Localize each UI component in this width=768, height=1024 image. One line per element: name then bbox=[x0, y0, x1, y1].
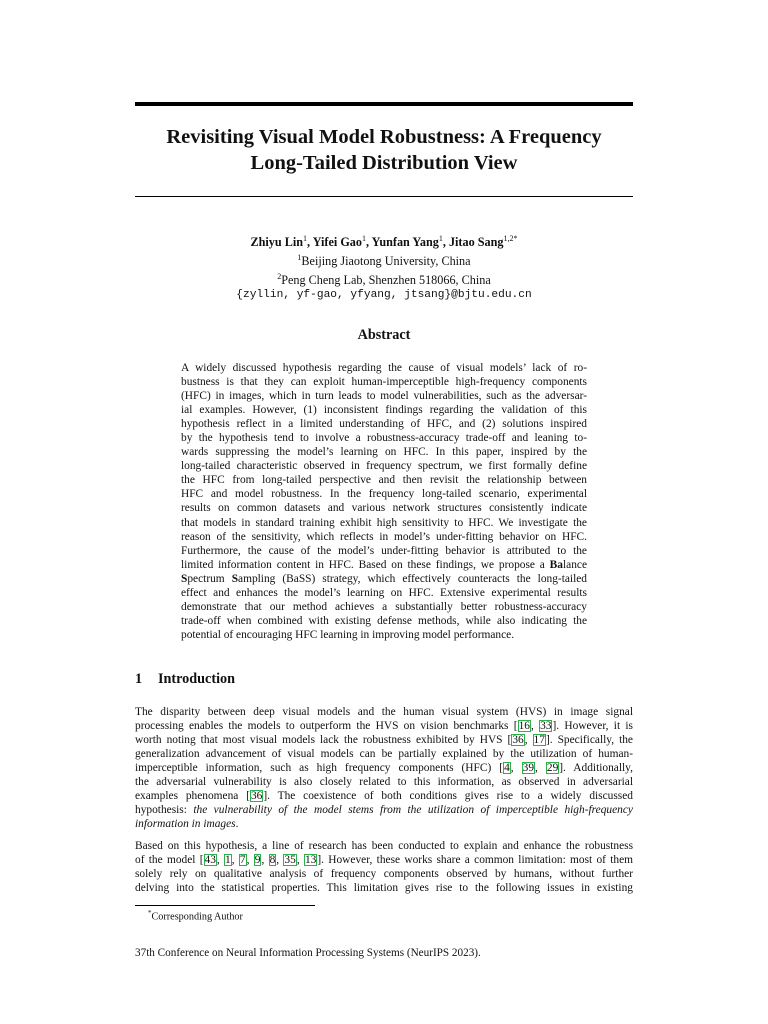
citation-link[interactable]: 35 bbox=[284, 854, 296, 867]
method-acronym-bold: Ba bbox=[549, 558, 563, 571]
venue-footer: 37th Conference on Neural Information Processing Systems (NeurIPS 2023). bbox=[135, 947, 481, 959]
line-text: ]. Specifically, the bbox=[545, 734, 633, 747]
citation-link[interactable]: 1 bbox=[225, 854, 231, 867]
abstract-line-text: limited information content in HFC. Based on these findings, we propose a bbox=[181, 558, 550, 571]
abstract-line: by the hypothesis tend to involve a robustness-accuracy trade-off and leaning to- bbox=[181, 432, 587, 445]
line-text: ]. Additionally, bbox=[559, 762, 633, 775]
author-separator: , bbox=[366, 235, 372, 250]
line-text: . bbox=[235, 818, 239, 831]
citation-separator: , bbox=[276, 854, 284, 867]
paragraph-line: The disparity between deep visual models and the human visual system (HVS) in image signal bbox=[135, 706, 633, 718]
abstract-line: potential of encouraging HFC learning in improving model performance. bbox=[181, 628, 515, 641]
citation-link[interactable]: 29 bbox=[546, 762, 559, 775]
corresponding-mark: * bbox=[513, 234, 518, 243]
citation-separator: , bbox=[246, 854, 254, 867]
citation-separator: , bbox=[530, 720, 540, 733]
abstract-line-text: ampling (BaSS) strategy, which effectively counteracts the long-tailed bbox=[238, 572, 587, 585]
section-number: 1 bbox=[135, 671, 143, 687]
paragraph-line bbox=[135, 817, 633, 831]
citation-link[interactable]: 36 bbox=[250, 790, 263, 803]
line-text: hypothesis: bbox=[135, 804, 194, 817]
author-separator: , bbox=[307, 235, 313, 250]
citation-link[interactable]: 16 bbox=[518, 720, 530, 733]
citation-link[interactable]: 9 bbox=[254, 854, 261, 867]
abstract-line: HFC and model robustness. In the frequency long-tailed scenario, experimental bbox=[181, 488, 587, 501]
author-2-affil: 1 bbox=[362, 234, 366, 243]
abstract-line: ial examples. However, (1) inconsistent findings regarding the validation of this bbox=[181, 404, 587, 417]
hypothesis-italic: the vulnerability of the model stems from the utilization of imperceptible high-frequency bbox=[193, 804, 633, 817]
author-4-affil-nums: 1,2 bbox=[503, 234, 514, 243]
author-3-affil: 1 bbox=[438, 234, 443, 243]
author-separator: , bbox=[442, 235, 449, 250]
footnote bbox=[148, 907, 243, 923]
abstract-line bbox=[181, 572, 587, 586]
title-top-rule bbox=[135, 102, 633, 106]
author-2: Yifei Gao bbox=[312, 235, 362, 250]
citation-separator: , bbox=[261, 854, 269, 867]
footnote-mark: * bbox=[148, 909, 152, 917]
abstract-line bbox=[181, 558, 587, 572]
abstract-line: reason of the sensitivity, which reflects in model’s under-fitting behavior on HFC. bbox=[181, 530, 587, 543]
citation-link[interactable]: 17 bbox=[533, 734, 545, 747]
abstract-line: A widely discussed hypothesis regarding the cause of visual models’ lack of ro- bbox=[181, 362, 587, 374]
abstract-line-text: pectrum bbox=[187, 572, 232, 585]
section-title: Introduction bbox=[158, 671, 235, 687]
citation-link[interactable]: 43 bbox=[204, 854, 216, 867]
paragraph-line: delving into the statistical properties. This limitation gives rise to the following issues in existing bbox=[135, 882, 633, 895]
intro-paragraph-2 bbox=[135, 839, 633, 895]
citation-link[interactable]: 36 bbox=[512, 734, 524, 747]
footnote-text: Corresponding Author bbox=[151, 911, 243, 923]
affiliation-1-text: Beijing Jiaotong University, China bbox=[301, 254, 471, 269]
abstract-line: the HFC from long-tailed perspective and then revisit the relationship between bbox=[181, 474, 587, 487]
citation-link[interactable]: 39 bbox=[522, 762, 535, 775]
method-acronym-bold: S bbox=[231, 572, 239, 585]
citation-separator: , bbox=[231, 854, 239, 867]
intro-paragraph-1 bbox=[135, 705, 633, 831]
paragraph-line bbox=[135, 761, 633, 775]
abstract-line-text: lance bbox=[562, 558, 587, 571]
line-text: of the model [ bbox=[135, 854, 204, 867]
abstract-line: bustness is that they can exploit human-imperceptible high-frequency components bbox=[181, 376, 587, 389]
affiliation-2-text: Peng Cheng Lab, Shenzhen 518066, China bbox=[281, 273, 491, 288]
method-acronym-bold: S bbox=[181, 572, 188, 585]
line-text: processing enables the models to outperform the HVS on vision benchmarks [ bbox=[135, 720, 518, 733]
author-4: Jitao Sang bbox=[448, 235, 504, 250]
citation-separator: , bbox=[216, 854, 225, 867]
author-4-affil bbox=[503, 234, 517, 243]
author-names bbox=[135, 231, 633, 250]
paragraph-line bbox=[135, 719, 633, 733]
hypothesis-italic: information in images bbox=[135, 818, 236, 831]
abstract-heading: Abstract bbox=[357, 327, 411, 343]
author-block bbox=[135, 231, 633, 303]
line-text: worth noting that most visual models lack the robustness exhibited by HVS [ bbox=[135, 734, 512, 747]
abstract-line: (HFC) in images, which in turn leads to model vulnerabilities, such as the adversar- bbox=[181, 390, 587, 403]
citation-link[interactable]: 33 bbox=[540, 720, 552, 733]
abstract-line: that models in standard training exhibit high sensitivity to HFC. We investigate the bbox=[181, 516, 587, 529]
abstract-line: demonstrate that our method achieves a substantially better robustness-accuracy bbox=[181, 600, 587, 613]
affiliation-1-mark: 1 bbox=[297, 253, 302, 263]
affiliation-2 bbox=[135, 269, 633, 288]
citation-link[interactable]: 13 bbox=[304, 854, 317, 867]
paragraph-line bbox=[135, 733, 633, 747]
abstract-line: hypothesis reflect in a limited understanding of HFC, and (2) solutions inspired bbox=[181, 418, 587, 431]
line-text: ]. However, it is bbox=[552, 720, 633, 733]
paragraph-line: generalization advancement of visual models can be partially explained by the utilization of human- bbox=[135, 748, 633, 761]
citation-separator: , bbox=[524, 734, 533, 747]
line-text: ]. The coexistence of both conditions gives rise to a widely discussed bbox=[263, 790, 633, 803]
author-email: {zyllin, yf-gao, yfyang, jtsang}@bjtu.edu.cn bbox=[236, 289, 532, 302]
citation-link[interactable]: 8 bbox=[269, 854, 276, 867]
affiliation-1 bbox=[135, 250, 633, 269]
author-3: Yunfan Yang bbox=[371, 235, 439, 250]
affiliation-2-mark: 2 bbox=[277, 272, 282, 282]
abstract-line: effect and enhances the model’s learning on HFC. Extensive experimental results bbox=[181, 586, 587, 599]
paragraph-line bbox=[135, 853, 633, 867]
citation-link[interactable]: 4 bbox=[504, 762, 510, 775]
abstract-line: results on common datasets and various network structures consistently indicate bbox=[181, 502, 587, 515]
abstract-body bbox=[181, 361, 587, 642]
paragraph-line bbox=[135, 789, 633, 803]
line-text: ]. However, these works share a common limitation: most of them bbox=[317, 854, 634, 867]
citation-separator: , bbox=[535, 762, 546, 775]
citation-separator: , bbox=[296, 854, 304, 867]
author-1: Zhiyu Lin bbox=[250, 235, 304, 250]
title-bottom-rule bbox=[135, 196, 633, 197]
paragraph-line: Based on this hypothesis, a line of research has been conducted to explain and enhance the robustness bbox=[135, 840, 633, 852]
paragraph-line: the adversarial vulnerability is also closely related to this information, as observed in adversarial bbox=[135, 776, 633, 789]
title-line-2: Long-Tailed Distribution View bbox=[250, 152, 518, 174]
paragraph-line bbox=[135, 803, 633, 817]
author-1-affil: 1 bbox=[303, 234, 308, 243]
paragraph-line: solely rely on qualitative analysis of frequency components observed by humans, without further bbox=[135, 868, 633, 881]
footnote-rule bbox=[135, 905, 315, 906]
line-text: imperceptible information, such as high frequency components (HFC) [ bbox=[135, 762, 504, 775]
abstract-line: trade-off when combined with existing defense methods, while also indicating the bbox=[181, 614, 587, 627]
citation-link[interactable]: 7 bbox=[239, 854, 246, 867]
abstract-line: wards suppressing the model’s learning on HFC. In this paper, inspired by the bbox=[181, 446, 587, 459]
abstract-line: long-tailed characteristic observed in frequency spectrum, we first formally define bbox=[181, 460, 587, 473]
title-line-1: Revisiting Visual Model Robustness: A Frequency bbox=[166, 126, 602, 148]
section-heading-introduction bbox=[135, 670, 235, 688]
abstract-line: Furthermore, the cause of the model’s under-fitting behavior is attributed to the bbox=[181, 544, 587, 557]
paper-title bbox=[135, 124, 633, 176]
citation-separator: , bbox=[510, 762, 522, 775]
line-text: examples phenomena [ bbox=[135, 790, 250, 803]
